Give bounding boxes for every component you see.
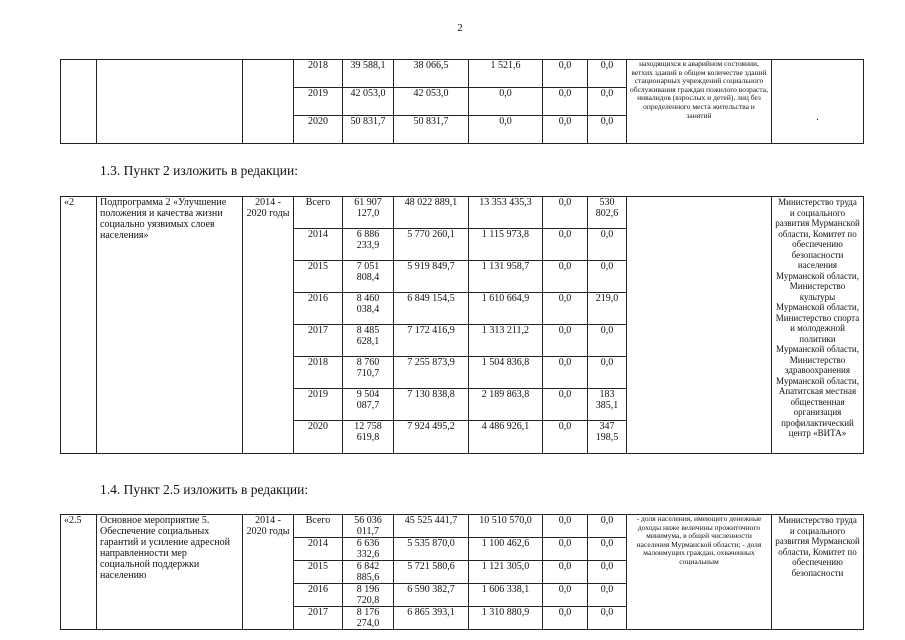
budget2-cell: 1 606 338,1 [469,584,543,607]
total-cell: 61 907 127,0 [343,197,394,229]
budget3-cell: 0,0 [543,607,588,630]
total-cell: 6 886 233,9 [343,229,394,261]
cell-num [61,60,97,144]
budget2-cell: 1 313 211,2 [469,325,543,357]
year-cell: 2019 [294,389,343,421]
budget2-cell: 1 504 836,8 [469,357,543,389]
year-cell: 2014 [294,229,343,261]
year-cell: Всего [294,515,343,538]
budget1-cell: 5 535 870,0 [394,538,469,561]
budget3-cell: 0,0 [543,293,588,325]
budget4-cell: 0,0 [588,515,627,538]
page-number: 2 [457,22,463,34]
item-number: «2 [61,197,97,454]
budget4-cell: 0,0 [588,88,627,116]
budget3-cell: 0,0 [543,197,588,229]
table-activity-2-5 [60,514,864,630]
indicator-cell [627,197,772,454]
budget4-cell: 0,0 [588,357,627,389]
year-cell: 2015 [294,261,343,293]
budget2-cell: 13 353 435,3 [469,197,543,229]
total-cell: 8 176 274,0 [343,607,394,630]
budget4-cell: 0,0 [588,584,627,607]
year-cell: Всего [294,197,343,229]
budget1-cell: 6 590 382,7 [394,584,469,607]
budget2-cell: 1 115 973,8 [469,229,543,261]
budget3-cell: 0,0 [543,116,588,144]
heading-item-1-4: 1.4. Пункт 2.5 изложить в редакции: [100,482,309,497]
budget4-cell: 0,0 [588,60,627,88]
total-cell: 8 460 038,4 [343,293,394,325]
cell-period [243,60,294,144]
total-cell: 56 036 011,7 [343,515,394,538]
budget4-cell: 0,0 [588,538,627,561]
budget1-cell: 45 525 441,7 [394,515,469,538]
period: 2014 - 2020 годы [243,197,294,454]
budget4-cell: 0,0 [588,607,627,630]
year-cell: 2017 [294,607,343,630]
budget1-cell: 5 770 260,1 [394,229,469,261]
budget3-cell: 0,0 [543,88,588,116]
total-cell: 8 485 628,1 [343,325,394,357]
budget4-cell: 183 385,1 [588,389,627,421]
year-cell: 2018 [294,60,343,88]
year-cell: 2020 [294,116,343,144]
budget3-cell: 0,0 [543,538,588,561]
budget1-cell: 48 022 889,1 [394,197,469,229]
budget1-cell: 5 721 580,6 [394,561,469,584]
budget1-cell: 7 924 495,2 [394,421,469,454]
executors: Министерство труда и социального развития Мурманской области, Комитет по обеспечению безопасности населения Мурманской области, Министерство культуры Мурманской области, Министерство спорта и молодежной политики Мурманской области, Министерство здравоохранения Мурманской области, Апатитская местная общественная организация профилактический центр «ВИТА» [772,197,864,454]
indicator-cell: находящихся в аварийном состоянии, ветхих зданий в общем количестве зданий стационарных учреждений социального обслуживания граждан пожилого возраста, инвалидов (взрослых и детей), лиц без определенного места жительства и занятий [627,60,772,144]
budget4-cell: 0,0 [588,116,627,144]
budget4-cell: 530 802,6 [588,197,627,229]
budget4-cell: 219,0 [588,293,627,325]
year-cell: 2020 [294,421,343,454]
total-cell: 8 760 710,7 [343,357,394,389]
year-cell: 2014 [294,538,343,561]
budget4-cell: 347 198,5 [588,421,627,454]
budget1-cell: 7 130 838,8 [394,389,469,421]
budget4-cell: 0,0 [588,561,627,584]
budget2-cell: 1 100 462,6 [469,538,543,561]
budget3-cell: 0,0 [543,421,588,454]
budget1-cell: 38 066,5 [394,60,469,88]
budget4-cell: 0,0 [588,229,627,261]
total-cell: 9 504 087,7 [343,389,394,421]
total-cell: 42 053,0 [343,88,394,116]
budget1-cell: 6 865 393,1 [394,607,469,630]
budget3-cell: 0,0 [543,561,588,584]
total-cell: 39 588,1 [343,60,394,88]
total-cell: 12 758 619,8 [343,421,394,454]
year-cell: 2018 [294,357,343,389]
executor-cell: . [772,60,864,144]
year-cell: 2016 [294,584,343,607]
budget2-cell: 1 521,6 [469,60,543,88]
budget3-cell: 0,0 [543,60,588,88]
table-continuation [60,59,864,144]
executors: Министерство труда и социального развития Мурманской области, Комитет по обеспечению безопасности [772,515,864,630]
budget3-cell: 0,0 [543,357,588,389]
total-cell: 50 831,7 [343,116,394,144]
total-cell: 6 636 332,6 [343,538,394,561]
budget1-cell: 7 255 873,9 [394,357,469,389]
budget2-cell: 2 189 863,8 [469,389,543,421]
activity-name: Основное мероприятие 5. Обеспечение социальных гарантий и усиление адресной направленности мер социальной поддержки населению [97,515,243,630]
budget1-cell: 50 831,7 [394,116,469,144]
budget2-cell: 10 510 570,0 [469,515,543,538]
budget1-cell: 6 849 154,5 [394,293,469,325]
year-cell: 2019 [294,88,343,116]
year-cell: 2015 [294,561,343,584]
heading-item-1-3: 1.3. Пункт 2 изложить в редакции: [100,163,298,178]
total-cell: 8 196 720,8 [343,584,394,607]
table-subprogram-2 [60,196,864,454]
budget2-cell: 0,0 [469,116,543,144]
budget2-cell: 1 610 664,9 [469,293,543,325]
budget4-cell: 0,0 [588,325,627,357]
total-cell: 7 051 808,4 [343,261,394,293]
year-cell: 2016 [294,293,343,325]
year-cell: 2017 [294,325,343,357]
period: 2014 - 2020 годы [243,515,294,630]
budget3-cell: 0,0 [543,261,588,293]
budget2-cell: 1 310 880,9 [469,607,543,630]
budget2-cell: 1 131 958,7 [469,261,543,293]
budget3-cell: 0,0 [543,515,588,538]
indicator-cell: - доля населения, имеющего денежные доходы ниже величины прожиточного минимума, в общей численности населения Мурманской области; - доля малоимущих граждан, охваченных социальным [627,515,772,630]
item-number: «2.5 [61,515,97,630]
budget3-cell: 0,0 [543,325,588,357]
subprogram-name: Подпрограмма 2 «Улучшение положения и качества жизни социально уязвимых слоев населения» [97,197,243,454]
budget1-cell: 42 053,0 [394,88,469,116]
budget3-cell: 0,0 [543,584,588,607]
budget1-cell: 5 919 849,7 [394,261,469,293]
budget1-cell: 7 172 416,9 [394,325,469,357]
budget2-cell: 4 486 926,1 [469,421,543,454]
budget4-cell: 0,0 [588,261,627,293]
budget2-cell: 0,0 [469,88,543,116]
budget3-cell: 0,0 [543,229,588,261]
budget2-cell: 1 121 305,0 [469,561,543,584]
total-cell: 6 842 885,6 [343,561,394,584]
budget3-cell: 0,0 [543,389,588,421]
cell-name [97,60,243,144]
